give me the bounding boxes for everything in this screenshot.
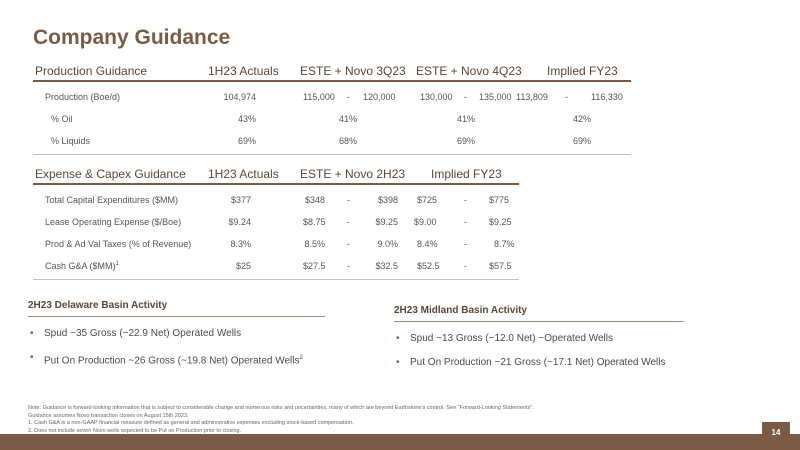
bullet-text: Put On Production ~26 Gross (~19.8 Net) Operated Wells [44, 355, 300, 367]
fy-high: 8.7% [494, 239, 515, 249]
h2-low: 8.5% [304, 239, 325, 249]
header-expense-capex-guidance: Expense & Capex Guidance [35, 167, 186, 181]
table-row [33, 86, 631, 108]
q3-value: 68% [338, 136, 357, 146]
row-label [45, 261, 119, 271]
q3-dash: - [347, 92, 350, 102]
q3-low: 115,000 [303, 92, 335, 102]
fy-high: $57.5 [489, 261, 512, 271]
fy-high: $9.25 [489, 217, 512, 227]
q3-high: 120,000 [363, 92, 396, 102]
fy-dash: - [464, 195, 467, 205]
footnote-marker: 2 [299, 355, 303, 361]
footnotes [28, 405, 728, 435]
row-label: % Liquids [51, 136, 91, 146]
footnote-line: Note: Guidance is forward-looking information that is subject to considerable change and numerous risks and uncertainties, many of which are beyond Earthstone's control. See "Forward-Looking Statements". [28, 405, 534, 411]
fy-dash: - [464, 217, 467, 227]
h2-high: $9.25 [375, 217, 398, 227]
page-title: Company Guidance [33, 26, 231, 49]
header-implied-fy23: Implied FY23 [431, 167, 502, 181]
midland-bullet-list [394, 332, 684, 380]
list-item [28, 351, 325, 375]
fy-high: 116,330 [591, 92, 623, 102]
fy-dash: - [464, 261, 467, 271]
row-label: Total Capital Expenditures ($MM) [45, 195, 179, 205]
table-row [33, 108, 631, 130]
bullet-icon: • [30, 328, 34, 339]
header-este-novo-3q23: ESTE + Novo 3Q23 [300, 64, 406, 78]
bullet-text: Put On Production ~21 Gross (~17.1 Net) Operated Wells [410, 357, 666, 368]
q3-value: 41% [338, 114, 357, 124]
production-guidance-table [33, 62, 631, 155]
midland-activity-box [394, 305, 684, 380]
actual-value: 8.3% [230, 239, 251, 249]
fy-low: $725 [417, 195, 438, 205]
actual-value: $25 [235, 261, 251, 271]
list-item [28, 327, 325, 351]
fy-value: 69% [572, 136, 591, 146]
table-row [33, 130, 631, 152]
actual-value: $9.24 [228, 217, 251, 227]
row-label: Prod & Ad Val Taxes (% of Revenue) [45, 239, 192, 249]
footer-bar [0, 434, 800, 450]
footnote-line: 2. Does not include seven Novo wells expected to be Put on Production prior to closing. [28, 427, 242, 434]
actual-value: $377 [230, 195, 251, 205]
q4-low: 130,000 [420, 92, 453, 102]
delaware-activity-box [28, 300, 325, 375]
h2-low: $27.5 [303, 261, 326, 271]
footnote-marker: 1 [115, 261, 119, 267]
table-row [33, 211, 519, 233]
h2-dash: - [347, 261, 350, 271]
fy-low: $52.5 [417, 261, 440, 271]
fy-low: $9.00 [414, 217, 437, 227]
h2-low: $8.75 [303, 217, 326, 227]
h2-low: $348 [304, 195, 325, 205]
h2-high: $398 [377, 195, 398, 205]
list-item [394, 332, 684, 356]
header-implied-fy23: Implied FY23 [547, 64, 618, 78]
header-1h23-actuals: 1H23 Actuals [208, 167, 279, 181]
row-label-text: Cash G&A ($MM) [45, 261, 116, 271]
midland-activity-title: 2H23 Midland Basin Activity [394, 305, 684, 322]
footnote-line: Guidance assumes Novo transaction closes on August 15th 2023. [28, 412, 189, 419]
delaware-bullet-list [28, 327, 325, 375]
table-row [33, 233, 519, 255]
header-1h23-actuals: 1H23 Actuals [208, 64, 279, 78]
fy-dash: - [464, 239, 467, 249]
table-row [33, 189, 519, 211]
actual-value: 69% [237, 136, 256, 146]
bullet-icon: • [30, 352, 34, 363]
q4-dash: - [464, 92, 467, 102]
header-este-novo-2h23: ESTE + Novo 2H23 [300, 167, 406, 181]
bullet-icon: • [396, 357, 400, 368]
list-item [394, 356, 684, 380]
footnote-line: 1. Cash G&A is a non-GAAP financial measure defined as general and administrative expenses excluding stock-based compensation. [28, 420, 354, 426]
fy-low: 113,809 [516, 92, 548, 102]
bullet-icon: • [396, 333, 400, 344]
bullet-text: Spud ~13 Gross (~12.0 Net) ~Operated Wells [410, 333, 613, 344]
q4-value: 69% [456, 136, 475, 146]
h2-dash: - [347, 239, 350, 249]
h2-dash: - [347, 217, 350, 227]
fy-high: $775 [489, 195, 510, 205]
q4-value: 41% [456, 114, 475, 124]
h2-high: 9.0% [377, 239, 398, 249]
expense-table-header [33, 165, 519, 185]
header-este-novo-4q23: ESTE + Novo 4Q23 [416, 64, 522, 78]
q4-high: 135,000 [479, 92, 512, 102]
fy-low: 8.4% [417, 239, 438, 249]
fy-dash: - [565, 92, 568, 102]
fy-value: 42% [572, 114, 591, 124]
expense-capex-guidance-table [33, 165, 519, 280]
table-row [33, 255, 519, 277]
actual-value: 104,974 [223, 92, 256, 102]
bullet-text: Spud ~35 Gross (~22.9 Net) Operated Wells [44, 328, 242, 339]
actual-value: 43% [237, 114, 256, 124]
row-label: Production (Boe/d) [45, 92, 121, 102]
row-label: % Oil [51, 114, 73, 124]
h2-high: $32.5 [375, 261, 398, 271]
page-number: 14 [762, 422, 790, 444]
row-label: Lease Operating Expense ($/Boe) [45, 217, 182, 227]
header-production-guidance: Production Guidance [35, 64, 148, 78]
h2-dash: - [347, 195, 350, 205]
delaware-activity-title: 2H23 Delaware Basin Activity [28, 300, 325, 317]
production-table-header [33, 62, 631, 82]
